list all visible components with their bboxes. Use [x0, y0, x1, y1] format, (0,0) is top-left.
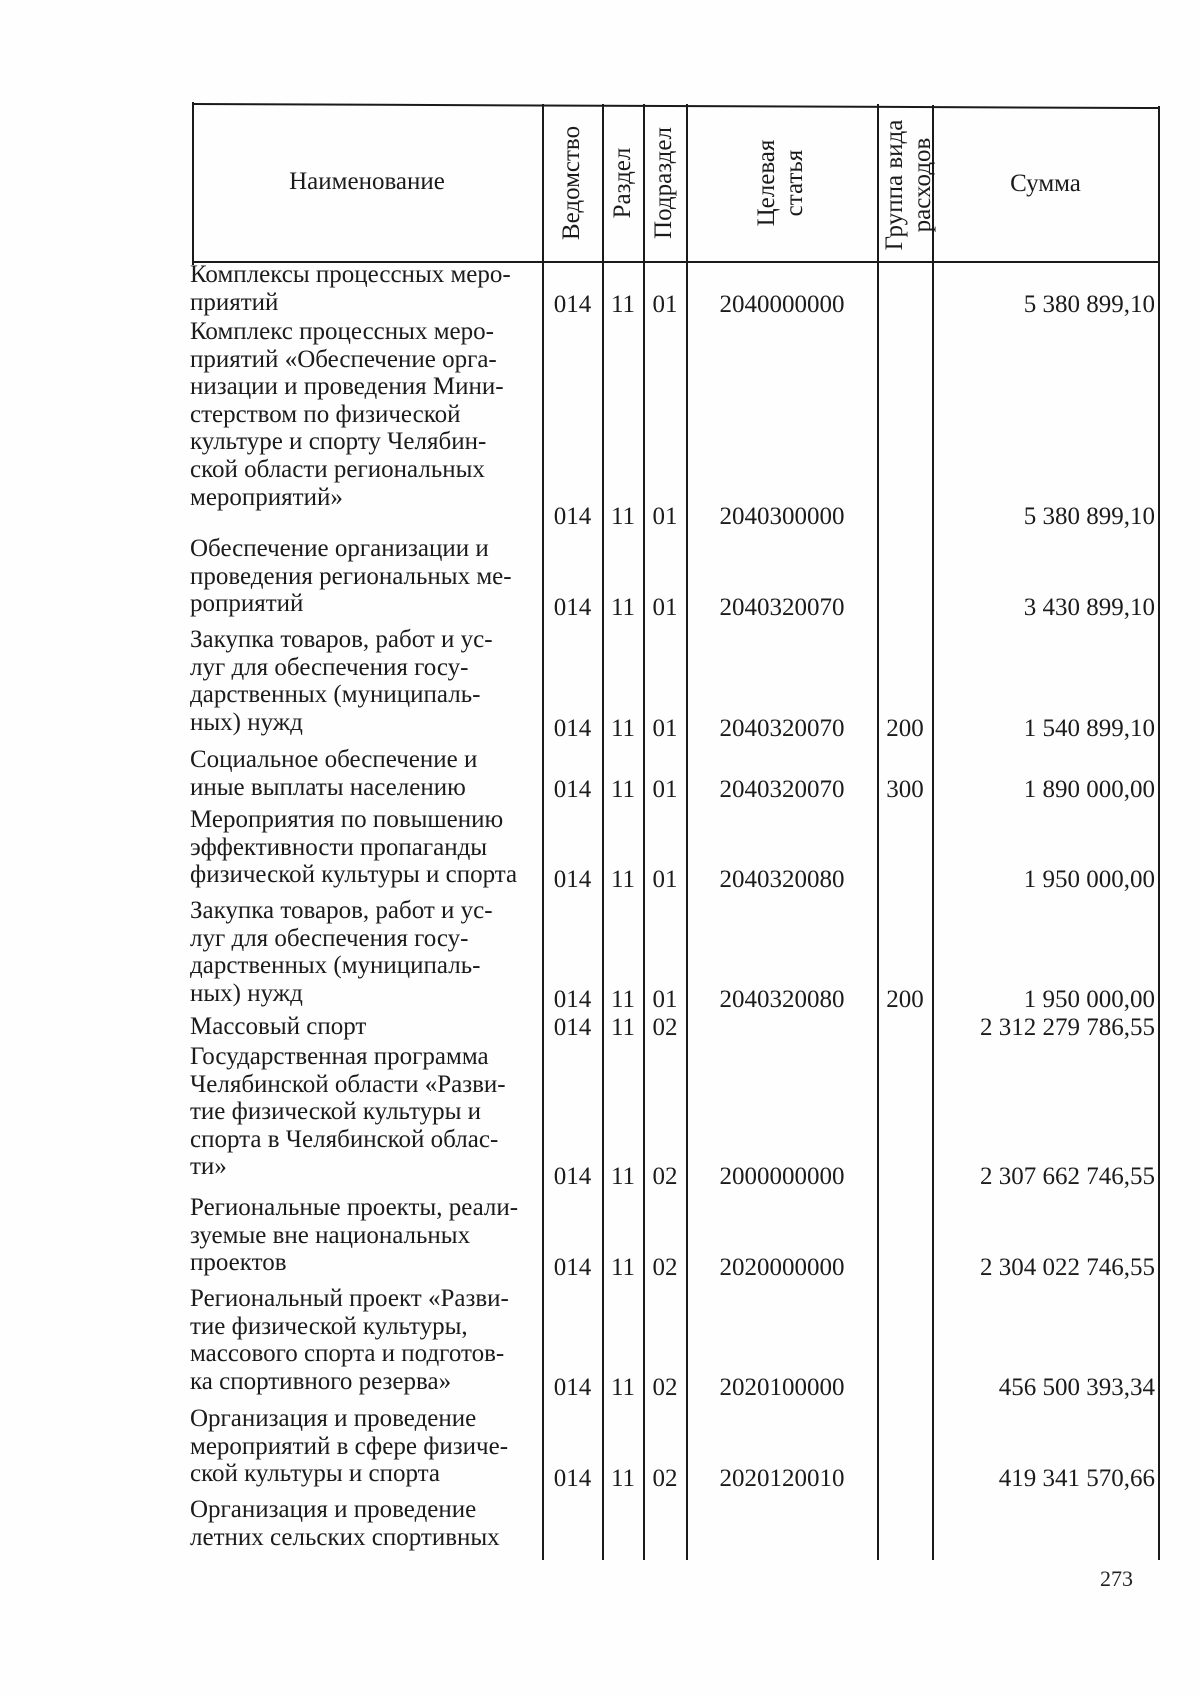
col-divider-gruppa: [932, 105, 934, 1560]
row-razdel: 11: [610, 503, 636, 530]
row-summa: 5 380 899,10: [1023, 503, 1155, 530]
row-ved: 014: [553, 1163, 592, 1190]
row-name: Региональные проекты, реали- зуемые вне национальных проектов: [190, 1194, 519, 1277]
row-podrazdel: 01: [652, 503, 678, 530]
row-podrazdel: 01: [652, 986, 678, 1013]
row-ved: 014: [553, 1254, 592, 1281]
row-summa: 1 890 000,00: [1023, 776, 1155, 803]
row-celevaya: 2020100000: [719, 1374, 845, 1401]
row-celevaya: 2040000000: [719, 291, 845, 318]
row-razdel: 11: [610, 1254, 636, 1281]
page-number: 273: [1100, 1566, 1133, 1591]
row-celevaya: 2020120010: [719, 1465, 845, 1492]
row-ved: 014: [553, 866, 592, 893]
table-right-border: [1158, 106, 1160, 1560]
row-name: Комплексы процессных меро- приятий: [190, 261, 511, 316]
row-razdel: 11: [610, 291, 636, 318]
header-celevaya: [753, 113, 809, 253]
col-divider-ved: [602, 104, 604, 1560]
col-divider-razdel: [643, 104, 645, 1560]
row-podrazdel: 02: [652, 1465, 678, 1492]
row-podrazdel: 02: [652, 1163, 678, 1190]
row-name: Организация и проведение мероприятий в сфере физиче- ской культуры и спорта: [190, 1405, 509, 1488]
row-name: Мероприятия по повышению эффективности пропаганды физической культуры и спорта: [190, 806, 518, 889]
row-celevaya: 2040320070: [719, 715, 845, 742]
row-podrazdel: 02: [652, 1014, 678, 1041]
header-gruppa: [881, 110, 937, 260]
row-podrazdel: 02: [652, 1254, 678, 1281]
row-summa: 2 312 279 786,55: [980, 1014, 1155, 1041]
row-gruppa: 200: [886, 986, 924, 1013]
row-podrazdel: 01: [652, 715, 678, 742]
row-ved: 014: [553, 1465, 592, 1492]
header-podrazdel: Подраздел: [650, 127, 677, 239]
row-podrazdel: 01: [652, 866, 678, 893]
row-ved: 014: [553, 291, 592, 318]
header-gruppa-line2: расходов: [909, 137, 936, 233]
col-divider-celevaya: [877, 104, 879, 1560]
row-celevaya: 2020000000: [719, 1254, 845, 1281]
row-celevaya: 2040320080: [719, 866, 845, 893]
row-name: Обеспечение организации и проведения региональных ме- роприятий: [190, 535, 512, 618]
header-celevaya-line1: Целевая: [753, 139, 780, 227]
row-name: Региональный проект «Разви- тие физической культуры, массового спорта и подготов- ка спортивного резерва»: [190, 1285, 509, 1395]
row-summa: 1 540 899,10: [1023, 715, 1155, 742]
row-summa: 1 950 000,00: [1023, 866, 1155, 893]
row-razdel: 11: [610, 1163, 636, 1190]
row-ved: 014: [553, 594, 592, 621]
row-podrazdel: 01: [652, 776, 678, 803]
header-gruppa-line1: Группа вида: [881, 119, 908, 251]
row-razdel: 11: [610, 594, 636, 621]
row-name: Организация и проведение летних сельских спортивных: [190, 1496, 500, 1551]
row-ved: 014: [553, 986, 592, 1013]
row-gruppa: 200: [886, 715, 924, 742]
row-gruppa: 300: [886, 776, 924, 803]
table-top-border: [192, 103, 1159, 109]
row-ved: 014: [553, 503, 592, 530]
row-celevaya: 2000000000: [719, 1163, 845, 1190]
row-ved: 014: [553, 1014, 592, 1041]
row-podrazdel: 02: [652, 1374, 678, 1401]
row-celevaya: 2040320070: [719, 776, 845, 803]
row-summa: 456 500 393,34: [998, 1374, 1155, 1401]
row-celevaya: 2040300000: [719, 503, 845, 530]
row-name: Закупка товаров, работ и ус- луг для обеспечения госу- дарственных (муниципаль- ных) нужд: [190, 897, 493, 1007]
row-name: Комплекс процессных меро- приятий «Обеспечение орга- низации и проведения Мини- стерством по физической культуре и спорту Челябин- ской области региональных мероприятий»: [190, 318, 504, 511]
row-summa: 419 341 570,66: [998, 1465, 1155, 1492]
row-podrazdel: 01: [652, 291, 678, 318]
row-summa: 1 950 000,00: [1023, 986, 1155, 1013]
row-razdel: 11: [610, 1465, 636, 1492]
row-ved: 014: [553, 776, 592, 803]
row-ved: 014: [553, 1374, 592, 1401]
col-divider-podrazdel: [686, 104, 688, 1560]
row-razdel: 11: [610, 776, 636, 803]
header-razdel: Раздел: [609, 147, 636, 219]
header-name: Наименование: [289, 168, 445, 195]
row-razdel: 11: [610, 715, 636, 742]
row-celevaya: 2040320070: [719, 594, 845, 621]
row-razdel: 11: [610, 1374, 636, 1401]
row-summa: 3 430 899,10: [1023, 594, 1155, 621]
col-divider-name: [542, 104, 544, 1560]
row-name: Закупка товаров, работ и ус- луг для обеспечения госу- дарственных (муниципаль- ных) нужд: [190, 626, 493, 736]
row-summa: 2 307 662 746,55: [980, 1163, 1155, 1190]
row-summa: 2 304 022 746,55: [980, 1254, 1155, 1281]
header-vedomstvo: Ведомство: [558, 125, 585, 241]
row-name: Государственная программа Челябинской области «Разви- тие физической культуры и спорта в Челябинской облас- ти»: [190, 1043, 506, 1181]
row-summa: 5 380 899,10: [1023, 291, 1155, 318]
row-razdel: 11: [610, 986, 636, 1013]
row-name: Социальное обеспечение и иные выплаты населению: [190, 746, 478, 801]
header-summa: Сумма: [1010, 170, 1081, 197]
row-razdel: 11: [610, 866, 636, 893]
header-celevaya-line2: статья: [781, 149, 808, 217]
row-razdel: 11: [610, 1014, 636, 1041]
row-podrazdel: 01: [652, 594, 678, 621]
row-name: Массовый спорт: [190, 1013, 367, 1040]
row-ved: 014: [553, 715, 592, 742]
row-celevaya: 2040320080: [719, 986, 845, 1013]
